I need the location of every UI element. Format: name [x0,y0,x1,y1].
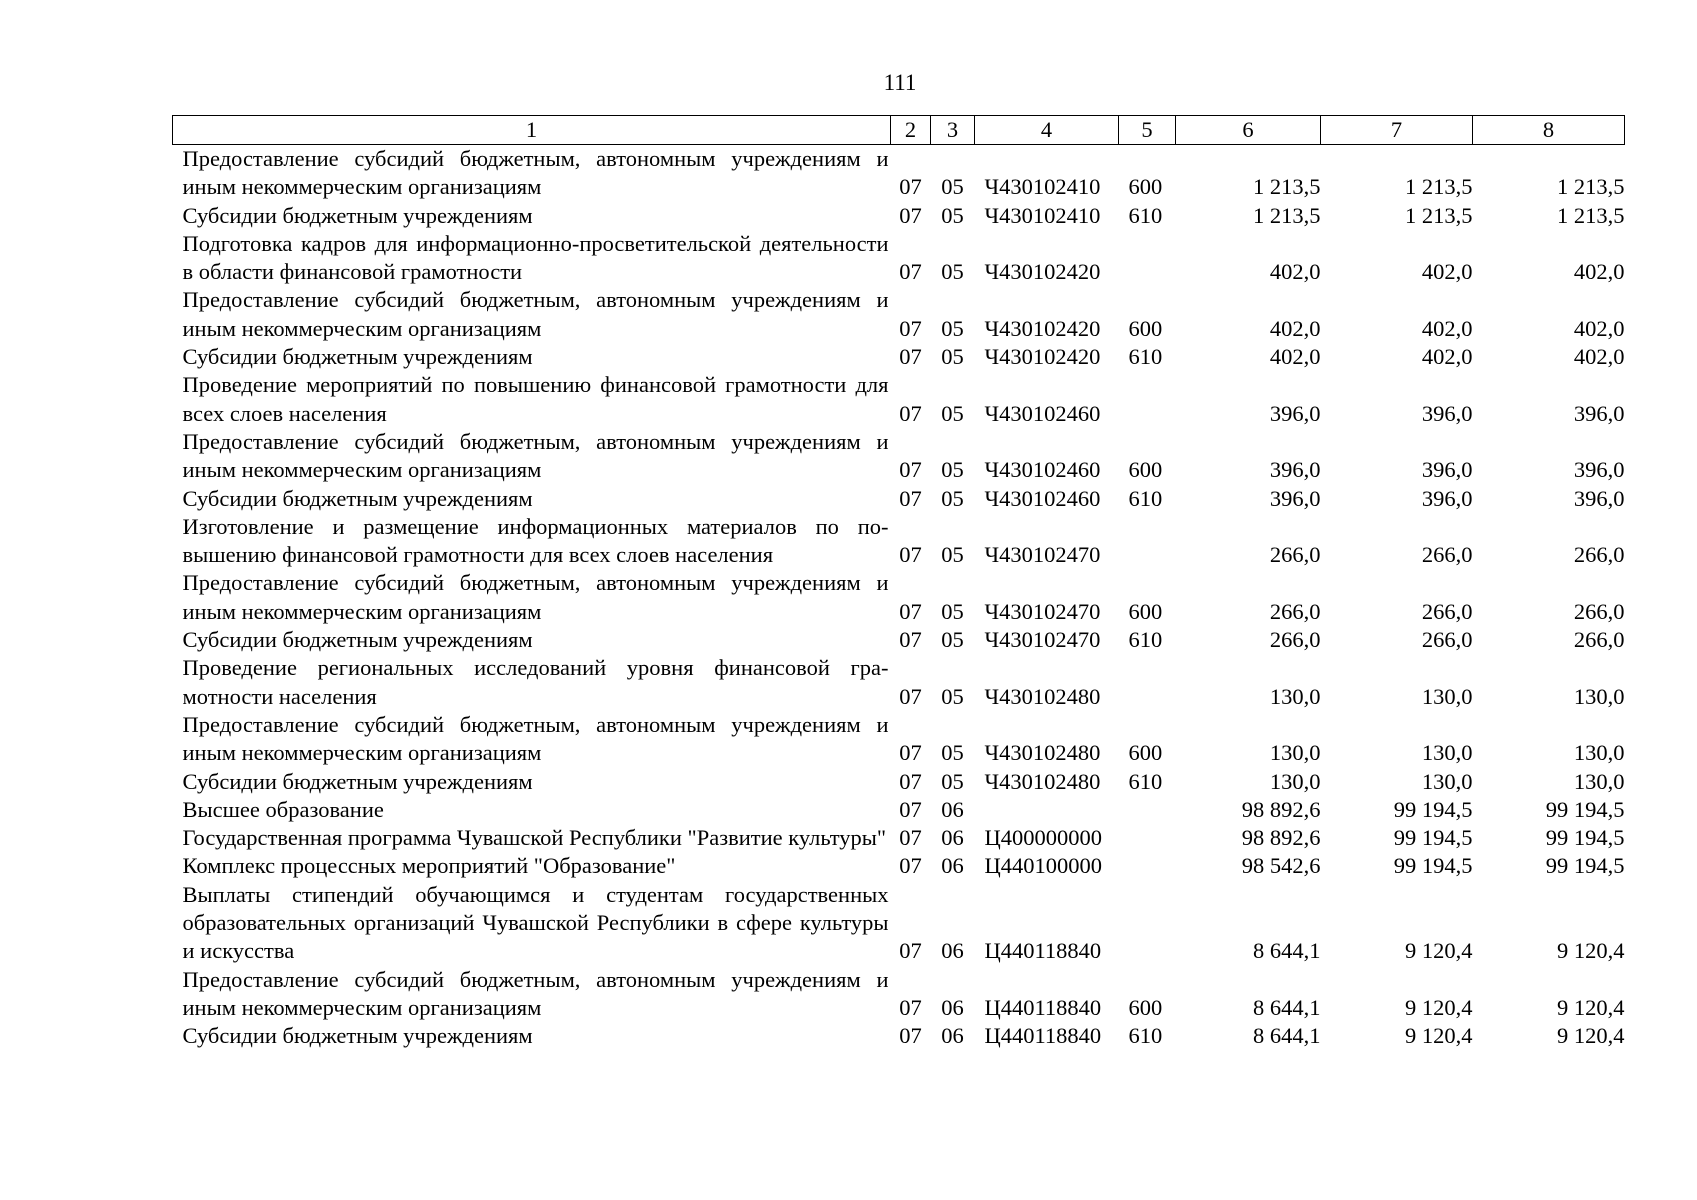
row-subsection: 06 [941,1023,964,1049]
row-expense-type [1119,796,1176,824]
table-row [173,626,1625,654]
row-amount-col7: 266,0 [1421,627,1473,653]
row-name: Субсидии бюджетным учреждениям [182,485,533,511]
row-amount-col8: 1 213,5 [1557,202,1625,228]
row-amount-col8: 266,0 [1573,627,1625,653]
row-amount-col6: 402,0 [1269,315,1321,341]
row-amount-col6: 130,0 [1269,683,1321,709]
row-amount-col7: 396,0 [1421,457,1473,483]
row-subsection: 06 [941,938,964,964]
row-subsection: 05 [941,627,964,653]
row-expense-type: 610 [1128,627,1163,653]
row-target-article: Ч430102460 [984,457,1101,483]
table-row [173,371,1625,428]
row-target-article: Ч430102460 [984,485,1101,511]
table-row [173,286,1625,343]
row-amount-col8: 266,0 [1573,598,1625,624]
row-amount-col7: 266,0 [1421,598,1473,624]
row-target-article [975,796,1119,824]
table-row [173,569,1625,626]
row-target-article: Ч430102470 [984,542,1101,568]
row-target-article: Ч430102460 [984,400,1101,426]
row-section: 07 [899,853,922,879]
row-amount-col7: 99 194,5 [1393,825,1473,851]
row-expense-type: 610 [1128,344,1163,370]
row-amount-col6: 98 892,6 [1241,796,1321,822]
table-row [173,202,1625,230]
row-amount-col6: 396,0 [1269,400,1321,426]
row-expense-type: 600 [1128,740,1163,766]
row-target-article: Ч430102470 [984,627,1101,653]
row-amount-col6: 98 542,6 [1241,853,1321,879]
row-amount-col7: 130,0 [1421,768,1473,794]
row-subsection: 05 [941,542,964,568]
row-amount-col6: 8 644,1 [1253,938,1321,964]
row-subsection: 05 [941,174,964,200]
row-amount-col8: 130,0 [1573,768,1625,794]
row-expense-type: 600 [1128,994,1163,1020]
row-section: 07 [899,683,922,709]
row-section: 07 [899,938,922,964]
row-amount-col7: 9 120,4 [1405,938,1473,964]
row-amount-col6: 130,0 [1269,740,1321,766]
row-name: Государственная программа Чувашской Республики "Развитие культуры" [182,825,887,851]
row-expense-type [1119,513,1176,570]
row-amount-col7: 402,0 [1421,344,1473,370]
row-expense-type: 600 [1128,598,1163,624]
row-name: Предоставление субсидий бюджетным, автономным учреждениям и иным некоммерческим организациям [182,570,889,624]
row-section: 07 [899,259,922,285]
row-target-article: Ц440118840 [984,938,1102,964]
row-target-article: Ц440118840 [984,994,1102,1020]
row-target-article: Ч430102480 [984,740,1101,766]
row-section: 07 [899,740,922,766]
row-name: Комплекс процессных мероприятий "Образование" [182,853,676,879]
row-name: Проведение мероприятий по повышению финансовой грамотности для всех слоев населения [182,372,889,426]
row-amount-col6: 8 644,1 [1253,1023,1321,1049]
row-amount-col7: 130,0 [1421,740,1473,766]
table-row [173,881,1625,966]
row-section: 07 [899,994,922,1020]
budget-table [172,115,1625,1051]
row-expense-type: 600 [1128,174,1163,200]
row-section: 07 [899,174,922,200]
row-amount-col7: 9 120,4 [1405,994,1473,1020]
row-subsection: 05 [941,259,964,285]
row-section: 07 [899,457,922,483]
row-expense-type: 610 [1128,768,1163,794]
row-amount-col8: 402,0 [1573,344,1625,370]
row-amount-col8: 130,0 [1573,683,1625,709]
row-subsection: 05 [941,202,964,228]
row-name: Проведение региональных исследований уровня финансовой грамотности населения [182,655,889,709]
row-amount-col7: 1 213,5 [1405,174,1473,200]
row-amount-col6: 130,0 [1269,768,1321,794]
row-subsection: 05 [941,485,964,511]
row-name: Предоставление субсидий бюджетным, автономным учреждениям и иным некоммерческим организациям [182,287,889,341]
row-target-article: Ч430102480 [984,768,1101,794]
row-amount-col6: 266,0 [1269,627,1321,653]
row-name: Изготовление и размещение информационных материалов по повышению финансовой грамотности для всех слоев населения [182,513,889,568]
row-section: 07 [899,796,922,822]
row-name: Предоставление субсидий бюджетным, автономным учреждениям и иным некоммерческим организациям [182,428,889,483]
table-row [173,145,1625,202]
row-amount-col8: 396,0 [1573,457,1625,483]
column-header-2: 2 [891,116,931,145]
row-amount-col6: 1 213,5 [1253,202,1321,228]
row-expense-type: 610 [1128,202,1163,228]
row-amount-col7: 1 213,5 [1405,202,1473,228]
row-amount-col8: 266,0 [1573,542,1625,568]
row-name: Субсидии бюджетным учреждениям [182,344,533,370]
row-amount-col6: 402,0 [1269,344,1321,370]
row-amount-col7: 396,0 [1421,400,1473,426]
row-amount-col7: 9 120,4 [1405,1023,1473,1049]
table-body [173,145,1625,1051]
row-amount-col6: 402,0 [1269,259,1321,285]
row-subsection: 05 [941,457,964,483]
row-expense-type: 600 [1128,315,1163,341]
row-amount-col7: 99 194,5 [1393,796,1473,822]
row-amount-col6: 98 892,6 [1241,825,1321,851]
row-section: 07 [899,315,922,341]
row-amount-col7: 266,0 [1421,542,1473,568]
row-name: Субсидии бюджетным учреждениям [182,1023,533,1049]
row-amount-col8: 9 120,4 [1557,938,1625,964]
row-name: Предоставление субсидий бюджетным, автономным учреждениям и иным некоммерческим организациям [182,966,889,1020]
row-amount-col8: 9 120,4 [1557,1023,1625,1049]
row-amount-col8: 9 120,4 [1557,994,1625,1020]
column-header-7: 7 [1321,116,1473,145]
table-row [173,428,1625,485]
row-name: Субсидии бюджетным учреждениям [182,627,533,653]
row-amount-col8: 99 194,5 [1545,796,1625,822]
row-amount-col6: 1 213,5 [1253,174,1321,200]
row-amount-col8: 99 194,5 [1545,825,1625,851]
row-amount-col6: 8 644,1 [1253,994,1321,1020]
row-subsection: 05 [941,344,964,370]
row-subsection: 06 [941,994,964,1020]
column-header-8: 8 [1473,116,1625,145]
page-number: 111 [883,70,917,95]
row-subsection: 05 [941,400,964,426]
row-expense-type [1119,852,1176,880]
header-row [173,116,1625,145]
table-row [173,711,1625,768]
row-target-article: Ч430102470 [984,598,1101,624]
row-subsection: 05 [941,315,964,341]
row-expense-type [1119,881,1176,966]
row-expense-type [1119,371,1176,428]
row-amount-col8: 99 194,5 [1545,853,1625,879]
budget-table-container [172,115,1624,1051]
row-subsection: 05 [941,768,964,794]
row-amount-col6: 396,0 [1269,457,1321,483]
row-section: 07 [899,825,922,851]
row-expense-type [1119,654,1176,711]
table-row [173,852,1625,880]
row-target-article: Ц440118840 [984,1023,1102,1049]
row-target-article: Ч430102420 [984,259,1101,285]
row-amount-col8: 402,0 [1573,315,1625,341]
row-subsection: 05 [941,683,964,709]
row-amount-col7: 396,0 [1421,485,1473,511]
row-name: Предоставление субсидий бюджетным, автономным учреждениям и иным некоммерческим организациям [182,711,889,766]
row-amount-col6: 266,0 [1269,542,1321,568]
row-amount-col7: 130,0 [1421,683,1473,709]
row-name: Субсидии бюджетным учреждениям [182,202,533,228]
row-name: Предоставление субсидий бюджетным, автономным учреждениям и иным некоммерческим организациям [182,146,889,200]
row-target-article: Ц440100000 [984,853,1102,879]
row-section: 07 [899,202,922,228]
table-row [173,513,1625,570]
row-section: 07 [899,344,922,370]
row-section: 07 [899,598,922,624]
table-row [173,966,1625,1023]
row-target-article: Ц400000000 [984,825,1102,851]
column-header-5: 5 [1119,116,1176,145]
row-target-article: Ч430102420 [984,315,1101,341]
table-row [173,1022,1625,1050]
row-section: 07 [899,485,922,511]
table-header [173,116,1625,145]
row-section: 07 [899,400,922,426]
row-name: Подготовка кадров для информационно-просветительской деятельности в области финансовой грамотности [182,230,889,285]
table-row [173,796,1625,824]
row-subsection: 06 [941,796,964,822]
table-row [173,654,1625,711]
row-amount-col7: 99 194,5 [1393,853,1473,879]
row-name: Субсидии бюджетным учреждениям [182,768,533,794]
row-section: 07 [899,1023,922,1049]
column-header-1: 1 [173,116,891,145]
row-target-article: Ч430102480 [984,683,1101,709]
row-amount-col7: 402,0 [1421,259,1473,285]
row-subsection: 06 [941,853,964,879]
row-target-article: Ч430102420 [984,344,1101,370]
row-expense-type [1119,824,1176,852]
table-row [173,824,1625,852]
row-amount-col6: 266,0 [1269,598,1321,624]
row-amount-col6: 396,0 [1269,485,1321,511]
table-row [173,485,1625,513]
row-target-article: Ч430102410 [984,174,1101,200]
row-name: Высшее образование [182,796,384,822]
row-expense-type [1119,230,1176,287]
table-row [173,768,1625,796]
row-subsection: 05 [941,740,964,766]
row-subsection: 06 [941,825,964,851]
row-section: 07 [899,768,922,794]
row-target-article: Ч430102410 [984,202,1101,228]
row-expense-type: 610 [1128,1023,1163,1049]
row-amount-col8: 1 213,5 [1557,174,1625,200]
table-row [173,343,1625,371]
row-amount-col8: 396,0 [1573,400,1625,426]
row-expense-type: 600 [1128,457,1163,483]
table-row [173,230,1625,287]
row-amount-col8: 396,0 [1573,485,1625,511]
row-subsection: 05 [941,598,964,624]
row-section: 07 [899,542,922,568]
column-header-6: 6 [1176,116,1321,145]
column-header-3: 3 [931,116,975,145]
row-expense-type: 610 [1128,485,1163,511]
row-name: Выплаты стипендий обучающимся и студентам государственных образовательных организаций Чувашской Республики в сфере культуры и искусства [182,881,889,964]
row-section: 07 [899,627,922,653]
row-amount-col8: 130,0 [1573,740,1625,766]
row-amount-col7: 402,0 [1421,315,1473,341]
column-header-4: 4 [975,116,1119,145]
row-amount-col8: 402,0 [1573,259,1625,285]
